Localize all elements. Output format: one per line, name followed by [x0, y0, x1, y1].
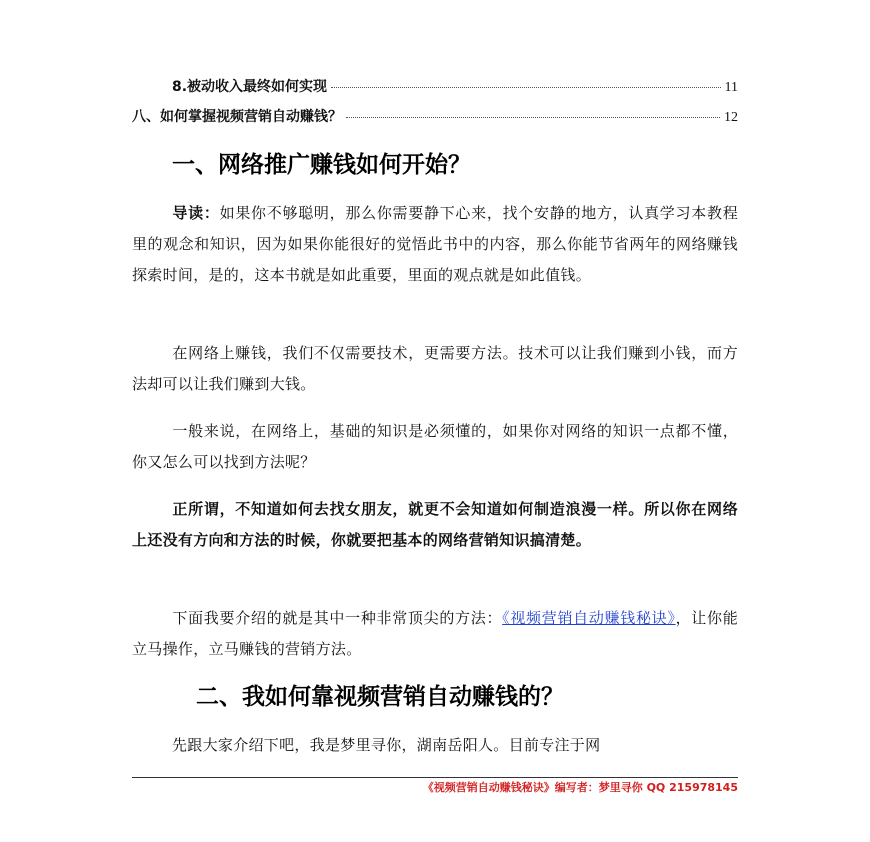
- intro-label: 导读：: [172, 204, 220, 222]
- body-paragraph: [132, 730, 738, 761]
- section-heading: 二、我如何靠视频营销自动赚钱的？: [196, 684, 564, 710]
- toc-entry-label: 八、如何掌握视频营销自动赚钱？: [132, 109, 342, 125]
- footer-divider: [132, 777, 738, 778]
- toc-leader-dots: [346, 117, 720, 118]
- paragraph-text: 下面我要介绍的就是其中一种非常顶尖的方法：: [172, 609, 503, 627]
- paragraph-text: 先跟大家介绍下吧，我是梦里寻你，湖南岳阳人。目前专注于网: [172, 736, 601, 754]
- paragraph-text: 在网络上赚钱，我们不仅需要技术，更需要方法。技术可以让我们赚到小钱，而方法却可以让我们赚到大钱。: [132, 344, 738, 393]
- paragraph-text: ，让你能立马操作，立马赚钱的营销方法。: [132, 609, 739, 658]
- toc-leader-dots: [331, 87, 720, 88]
- page-footer: 《视频营销自动赚钱秘诀》编写者：梦里寻你 QQ 215978145: [422, 781, 738, 794]
- toc-entry[interactable]: [132, 108, 738, 127]
- paragraph-text: 正所谓，不知道如何去找女朋友，就更不会知道如何制造浪漫一样。所以你在网络上还没有方向和方法的时候，你就要把基本的网络营销知识搞清楚。: [132, 500, 738, 549]
- emphasis-paragraph: [132, 494, 738, 556]
- intro-paragraph: [132, 198, 738, 291]
- paragraph-text: 一般来说，在网络上，基础的知识是必须懂的，如果你对网络的知识一点都不懂，你又怎么可以找到方法呢？: [132, 422, 738, 471]
- body-paragraph: [132, 603, 738, 665]
- body-paragraph: [132, 416, 738, 478]
- toc-entry-label: 8.被动收入最终如何实现: [172, 79, 328, 95]
- toc-page-number: 12: [724, 110, 738, 125]
- toc-page-number: 11: [724, 80, 738, 95]
- book-link[interactable]: 《视频营销自动赚钱秘诀》: [502, 609, 676, 627]
- section-heading: 一、网络推广赚钱如何开始？: [172, 152, 471, 178]
- body-paragraph: [132, 338, 738, 400]
- intro-text: 如果你不够聪明，那么你需要静下心来，找个安静的地方，认真学习本教程里的观念和知识，因为如果你能很好的觉悟此书中的内容，那么你能节省两年的网络赚钱探索时间，是的，这本书就是如此重要，里面的观点就是如此值钱。: [132, 204, 738, 284]
- toc-entry[interactable]: [132, 78, 738, 97]
